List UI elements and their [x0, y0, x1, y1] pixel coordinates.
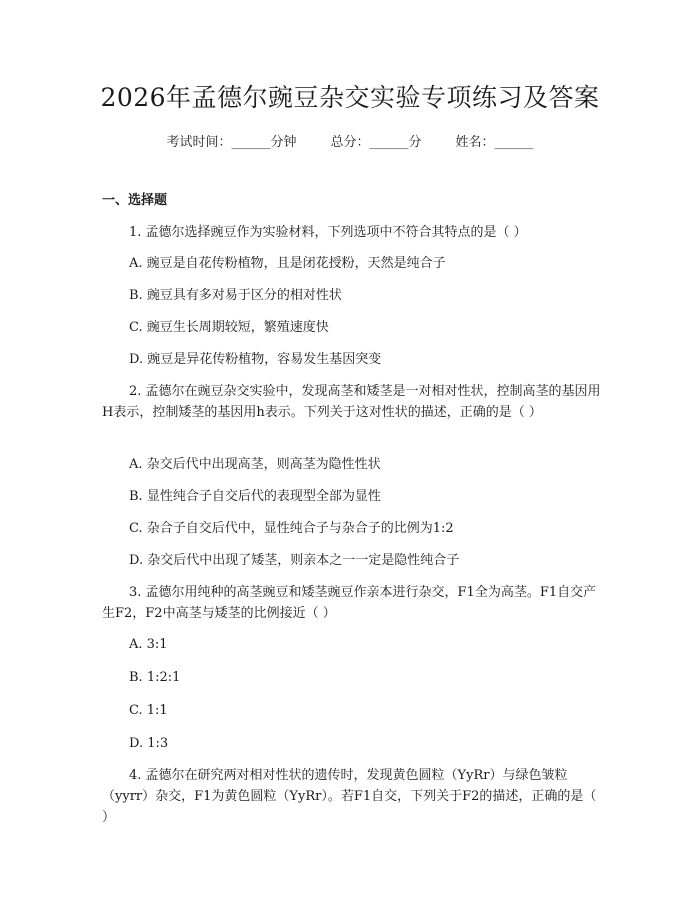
question-2-option-a: A. 杂交后代中出现高茎，则高茎为隐性性状: [129, 457, 381, 472]
question-4-stem: 4. 孟德尔在研究两对相对性状的遗传时，发现黄色圆粒（YyRr）与绿色皱粒（yyrr）杂交，F1为黄色圆粒（YyRr）。若F1自交，下列关于F2的描述，正确的是（ ）: [102, 768, 597, 825]
question-3-option-a: A. 3:1: [129, 637, 168, 652]
exam-info-bar: [0, 134, 700, 152]
section-heading-choice: 一、选择题: [102, 193, 168, 208]
question-1-option-b: B. 豌豆具有多对易于区分的相对性状: [129, 288, 342, 303]
total-score-field: 总分：______分: [330, 135, 422, 150]
question-3-stem: 3. 孟德尔用纯种的高茎豌豆和矮茎豌豆作亲本进行杂交，F1全为高茎。F1自交产生F2，F2中高茎与矮茎的比例接近（ ）: [102, 585, 597, 621]
exam-time-field: 考试时间：______分钟: [166, 135, 297, 150]
question-1-option-d: D. 豌豆是异花传粉植物，容易发生基因突变: [129, 352, 382, 367]
student-name-field: 姓名：______: [455, 135, 534, 150]
question-2-option-c: C. 杂合子自交后代中，显性纯合子与杂合子的比例为1:2: [129, 521, 454, 536]
question-3-option-d: D. 1:3: [129, 736, 169, 751]
question-1-stem: 1. 孟德尔选择豌豆作为实验材料，下列选项中不符合其特点的是（ ）: [129, 225, 527, 240]
question-3-option-b: B. 1:2:1: [129, 670, 181, 685]
question-3-option-c: C. 1:1: [129, 703, 168, 718]
question-2-option-b: B. 显性纯合子自交后代的表现型全部为显性: [129, 489, 381, 504]
page-title: 2026年孟德尔豌豆杂交实验专项练习及答案: [100, 83, 600, 112]
question-2-stem: 2. 孟德尔在豌豆杂交实验中，发现高茎和矮茎是一对相对性状，控制高茎的基因用H表示，控制矮茎的基因用h表示。下列关于这对性状的描述，正确的是（ ）: [102, 384, 601, 420]
question-2-option-d: D. 杂交后代中出现了矮茎，则亲本之一一定是隐性纯合子: [129, 553, 460, 568]
question-1-option-c: C. 豌豆生长周期较短，繁殖速度快: [129, 320, 329, 335]
question-1-option-a: A. 豌豆是自花传粉植物，且是闭花授粉，天然是纯合子: [129, 256, 446, 271]
